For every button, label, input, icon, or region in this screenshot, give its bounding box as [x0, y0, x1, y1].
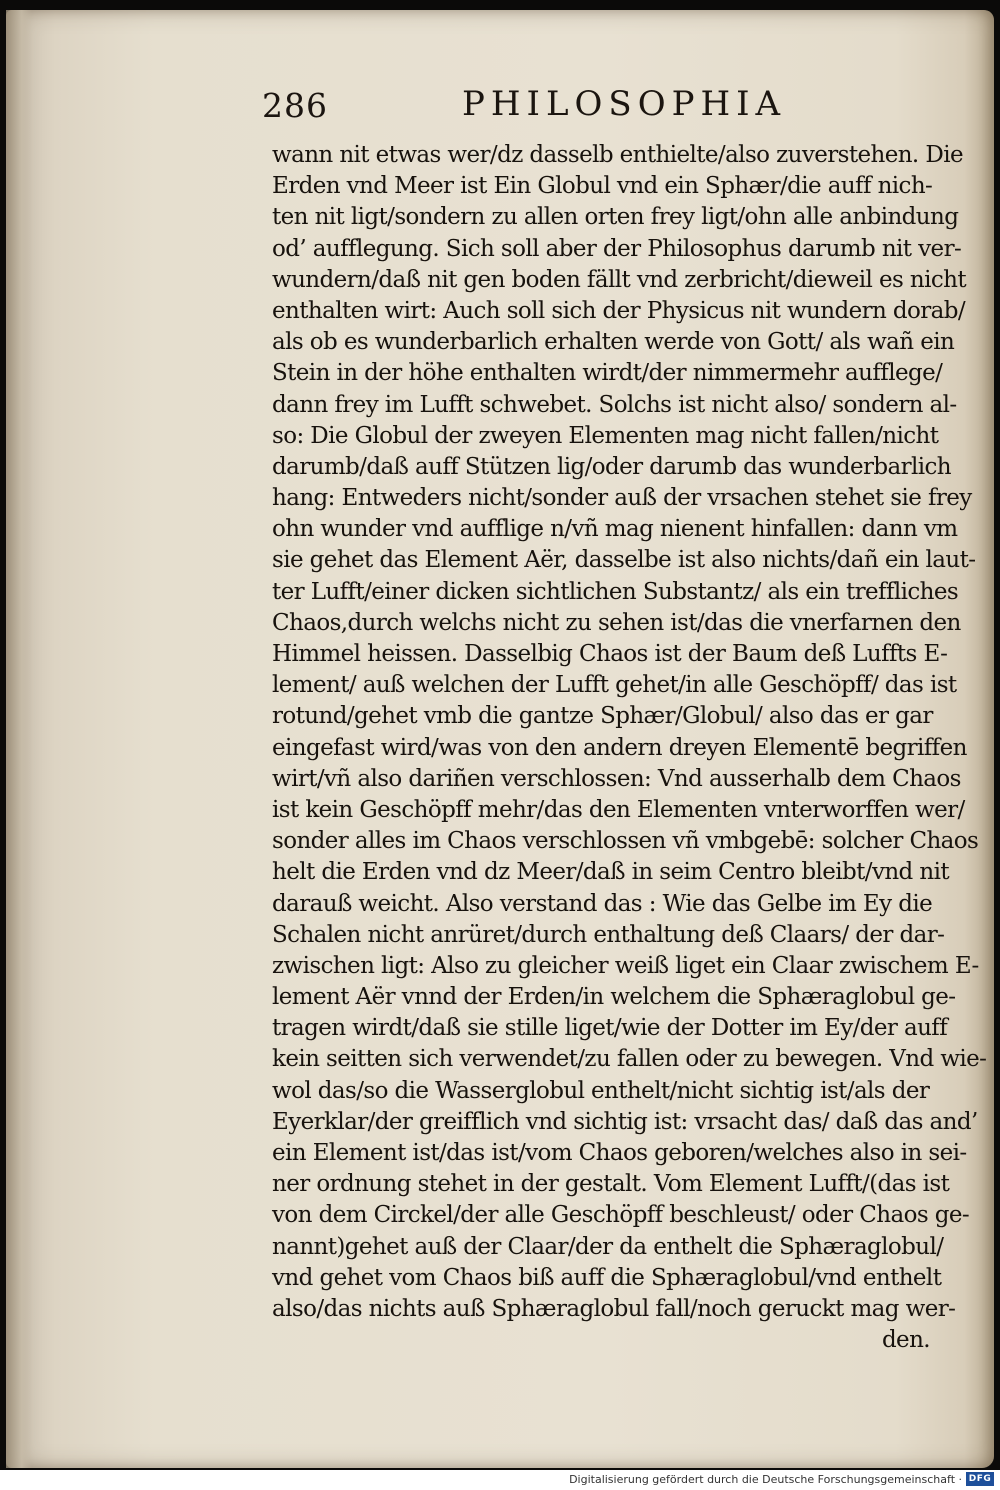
footer-bar	[0, 1470, 1000, 1490]
text-line: als ob es wunderbarlich erhalten werde von Gott/ als wañ ein	[272, 329, 955, 356]
text-line: von dem Circkel/der alle Geschöpff beschleust/ oder Chaos ge-	[272, 1202, 970, 1229]
text-line: wann nit etwas wer/dz dasselb enthielte/also zuverstehen. Die	[272, 142, 963, 168]
text-line: wundern/daß nit gen boden fällt vnd zerbricht/dieweil es nicht	[272, 266, 966, 293]
text-line: nannt)gehet auß der Claar/der da enthelt die Sphæraglobul/	[272, 1233, 944, 1260]
text-line: ohn wunder vnd aufflige n/vñ mag nienent hinfallen: dann vm	[272, 516, 958, 543]
text-line: ner ordnung stehet in der gestalt. Vom Element Lufft/(das ist	[272, 1171, 950, 1198]
running-title: PHILOSOPHIA	[462, 84, 787, 124]
text-line: lement Aër vnnd der Erden/in welchem die Sphæraglobul ge-	[272, 984, 956, 1011]
catchword: den.	[881, 1327, 930, 1354]
text-line: Erden vnd Meer ist Ein Globul vnd ein Sphær/die auff nich-	[272, 173, 933, 200]
text-line: darauß weicht. Also verstand das : Wie das Gelbe im Ey die	[272, 890, 933, 917]
text-line: Eyerklar/der greifflich vnd sichtig ist: vrsacht das/ daß das and’	[272, 1108, 978, 1135]
dfg-logo: DFG	[966, 1472, 994, 1486]
text-line: vnd gehet vom Chaos biß auff die Sphæraglobul/vnd enthelt	[272, 1264, 942, 1291]
text-line: zwischen ligt: Also zu gleicher weiß liget ein Claar zwischem E-	[272, 952, 979, 979]
text-line: enthalten wirt: Auch soll sich der Physicus nit wundern dorab/	[272, 297, 966, 324]
text-line: so: Die Globul der zweyen Elementen mag nicht fallen/nicht	[272, 422, 939, 449]
body-text	[272, 140, 987, 1356]
text-line: wol das/so die Wasserglobul enthelt/nicht sichtig ist/als der	[272, 1077, 930, 1104]
text-line: sie gehet das Element Aër, dasselbe ist also nichts/dañ ein laut-	[272, 547, 976, 574]
text-line: darumb/daß auff Stützen lig/oder darumb das wunderbarlich	[272, 453, 951, 480]
text-line: helt die Erden vnd dz Meer/daß in seim Centro bleibt/vnd nit	[272, 859, 950, 886]
text-line: rotund/gehet vmb die gantze Sphær/Globul/ also das er gar	[272, 703, 933, 730]
text-line: ist kein Geschöpff mehr/das den Elementen vnterworffen wer/	[272, 796, 965, 823]
text-line: ein Element ist/das ist/vom Chaos geboren/welches also in sei-	[272, 1140, 967, 1166]
text-line: wirt/vñ also dariñen verschlossen: Vnd ausserhalb dem Chaos	[272, 765, 961, 792]
text-line: Stein in der höhe enthalten wirdt/der nimmermehr aufflege/	[272, 360, 943, 387]
text-line: od’ aufflegung. Sich soll aber der Philosophus darumb nit ver-	[272, 235, 962, 262]
text-line: Himmel heissen. Dasselbig Chaos ist der Baum deß Luffts E-	[272, 641, 948, 667]
book-gutter	[6, 10, 32, 1468]
text-line: Schalen nicht anrüret/durch enthaltung deß Claars/ der dar-	[272, 921, 945, 948]
page-number: 286	[262, 86, 328, 125]
text-line: dann frey im Lufft schwebet. Solchs ist nicht also/ sondern al-	[272, 391, 957, 418]
text-line: kein seitten sich verwendet/zu fallen oder zu bewegen. Vnd wie-	[272, 1046, 987, 1073]
text-line: sonder alles im Chaos verschlossen vñ vmbgebē: solcher Chaos	[272, 828, 979, 855]
text-line: ten nit ligt/sondern zu allen orten frey ligt/ohn alle anbindung	[272, 204, 959, 231]
text-line: hang: Entweders nicht/sonder auß der vrsachen stehet sie frey	[272, 485, 972, 512]
text-line: Chaos,durch welchs nicht zu sehen ist/das die vnerfarnen den	[272, 609, 961, 636]
funding-notice: Digitalisierung gefördert durch die Deutsche Forschungsgemeinschaft ·	[569, 1473, 962, 1486]
text-line: ter Lufft/einer dicken sichtlichen Substantz/ als ein treffliches	[272, 578, 959, 605]
text-line: eingefast wird/was von den andern dreyen Elementē begriffen	[272, 734, 967, 761]
text-line: lement/ auß welchen der Lufft gehet/in alle Geschöpff/ das ist	[272, 672, 957, 699]
text-line: also/das nichts auß Sphæraglobul fall/noch geruckt mag wer-	[272, 1295, 956, 1322]
text-line: tragen wirdt/daß sie stille liget/wie der Dotter im Ey/der auff	[272, 1015, 948, 1042]
